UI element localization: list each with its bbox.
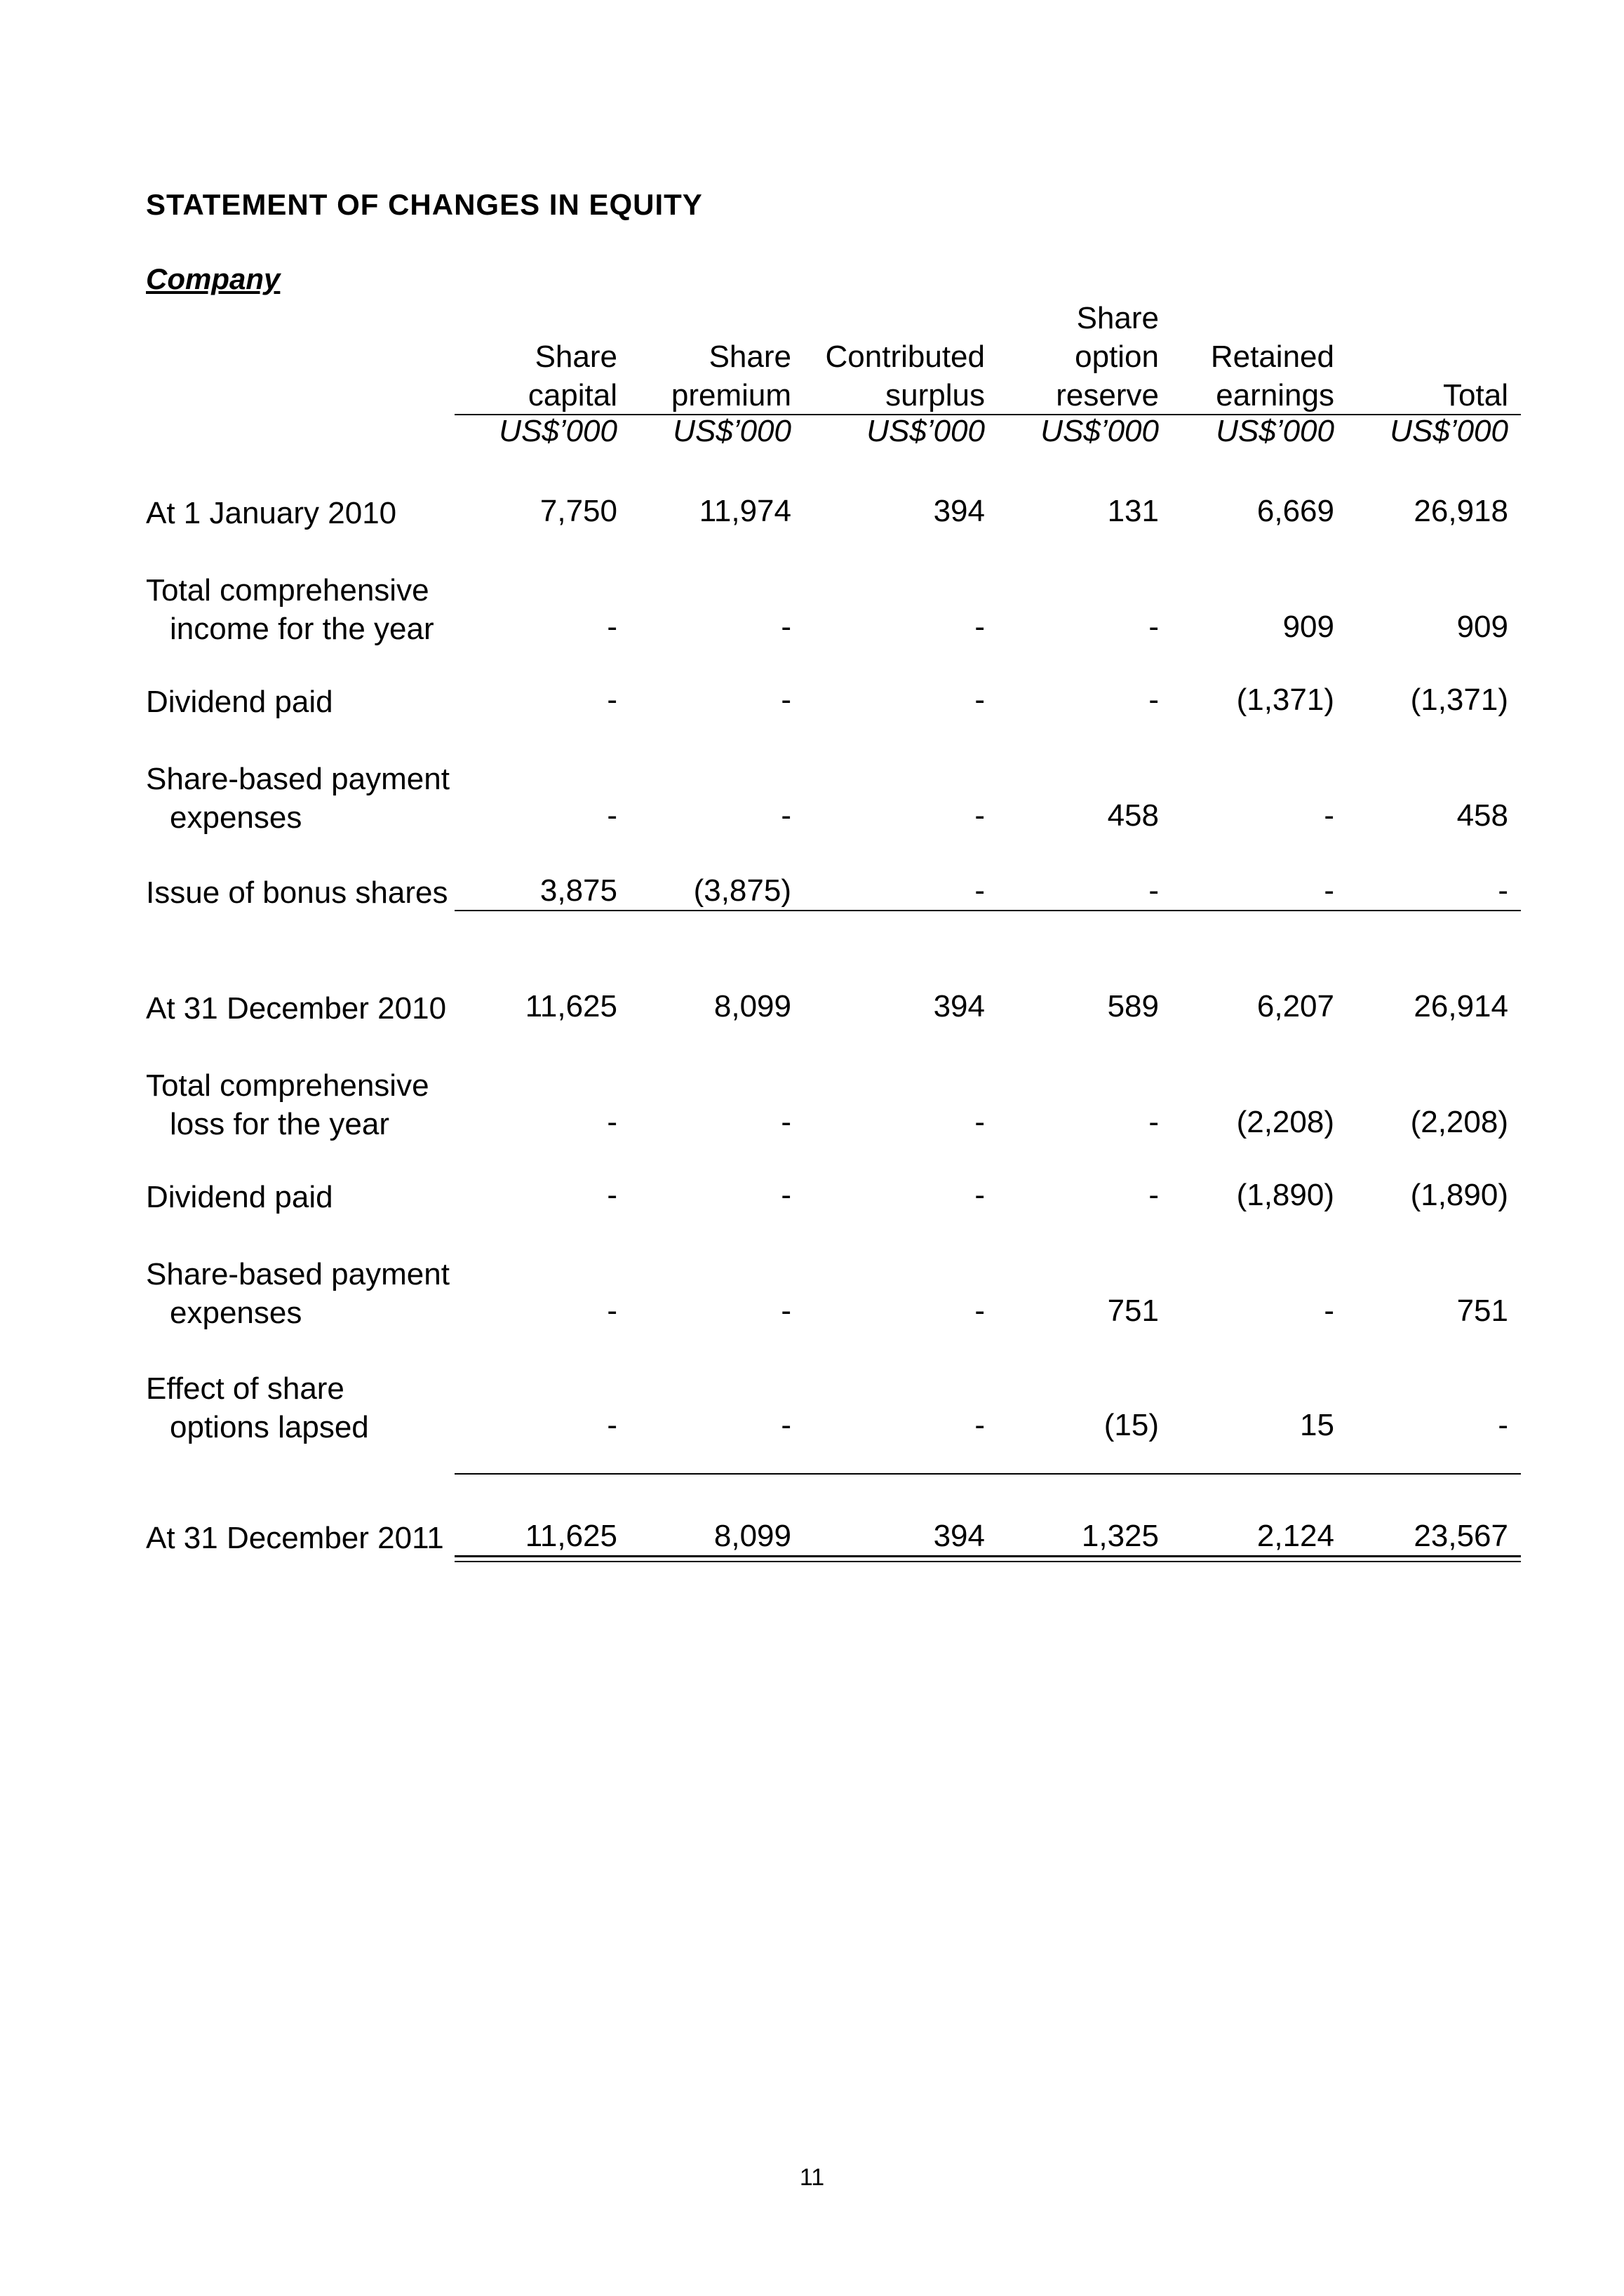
column-header (1152, 337, 1334, 415)
table-cell: 26,914 (1414, 989, 1508, 1023)
column-header-line: Share (535, 340, 617, 374)
table-cell: - (781, 1294, 791, 1328)
column-header-line: earnings (1216, 378, 1334, 412)
table-cell: - (1324, 873, 1334, 908)
table-cell: 131 (1107, 494, 1159, 528)
row-label-line: Share-based payment (146, 1257, 450, 1291)
row-label (146, 873, 448, 912)
row-label-line: Total comprehensive (146, 573, 429, 607)
table-cell: - (607, 1178, 617, 1212)
table-cell: - (1498, 1408, 1508, 1442)
table-cell: - (781, 683, 791, 717)
total-rule-bottom (455, 1561, 1521, 1562)
column-header-line: option (1075, 340, 1159, 374)
column-header-line: capital (528, 378, 617, 412)
table-cell: - (974, 798, 985, 833)
row-label-line: Effect of share (146, 1371, 344, 1406)
table-cell: (3,875) (693, 873, 791, 908)
table-cell: - (781, 610, 791, 644)
column-header-line: Total (1443, 378, 1508, 412)
table-cell: - (974, 1294, 985, 1328)
row-label-line: At 31 December 2010 (146, 991, 447, 1026)
total-rule-top (455, 1555, 1521, 1557)
table-cell: 8,099 (713, 1519, 791, 1553)
column-unit: US$’000 (499, 414, 617, 448)
table-cell: (1,890) (1410, 1178, 1508, 1212)
page-number: 11 (799, 2164, 825, 2191)
row-label-line: expenses (170, 800, 302, 835)
column-unit: US$’000 (1216, 414, 1334, 448)
pre-total-rule (455, 1473, 1521, 1475)
row-label-line: At 31 December 2011 (146, 1521, 444, 1555)
table-cell: - (974, 683, 985, 717)
table-cell: - (1498, 873, 1508, 908)
row-label (146, 989, 446, 1028)
table-cell: 6,669 (1256, 494, 1334, 528)
table-cell: 11,625 (525, 1519, 617, 1553)
table-cell: - (1148, 1178, 1159, 1212)
row-label-line: Total comprehensive (146, 1068, 429, 1103)
table-cell: (1,371) (1410, 683, 1508, 717)
column-header-line: Share (1076, 301, 1159, 335)
row-label (146, 760, 450, 837)
column-header (977, 299, 1159, 415)
row-label (146, 1066, 429, 1143)
table-cell: 2,124 (1256, 1519, 1334, 1553)
subtotal-rule (455, 910, 1521, 911)
row-label-line: Dividend paid (146, 685, 333, 719)
row-label (146, 683, 333, 721)
row-label-line: At 1 January 2010 (146, 496, 397, 530)
table-cell: - (1148, 683, 1159, 717)
row-label-line: expenses (170, 1296, 302, 1330)
column-header (435, 337, 617, 415)
column-unit: US$’000 (673, 414, 791, 448)
table-cell: - (607, 610, 617, 644)
row-label (146, 571, 434, 648)
table-cell: - (1148, 873, 1159, 908)
table-cell: 458 (1107, 798, 1159, 833)
column-unit: US$’000 (1390, 414, 1508, 448)
row-label-line: Dividend paid (146, 1180, 333, 1214)
table-cell: 6,207 (1256, 989, 1334, 1023)
table-cell: 26,918 (1414, 494, 1508, 528)
column-header (1326, 376, 1508, 415)
table-cell: - (1324, 1294, 1334, 1328)
table-cell: - (781, 798, 791, 833)
row-label-line: income for the year (170, 612, 434, 646)
table-cell: - (781, 1105, 791, 1139)
table-cell: 751 (1456, 1294, 1508, 1328)
column-header (803, 337, 985, 415)
table-cell: - (607, 1408, 617, 1442)
row-label-line: loss for the year (170, 1107, 390, 1141)
table-cell: - (1148, 1105, 1159, 1139)
row-label (146, 1369, 369, 1446)
table-cell: 3,875 (539, 873, 617, 908)
column-unit: US$’000 (866, 414, 985, 448)
row-label (146, 1519, 444, 1557)
table-cell: 458 (1456, 798, 1508, 833)
table-cell: (2,208) (1236, 1105, 1334, 1139)
table-cell: - (781, 1178, 791, 1212)
row-label-line: Issue of bonus shares (146, 875, 448, 910)
table-cell: - (974, 610, 985, 644)
table-cell: 15 (1300, 1408, 1334, 1442)
table-cell: 394 (933, 1519, 985, 1553)
table-cell: - (781, 1408, 791, 1442)
column-header-line: Share (709, 340, 791, 374)
row-label (146, 1255, 450, 1332)
table-cell: 23,567 (1414, 1519, 1508, 1553)
table-cell: 8,099 (713, 989, 791, 1023)
table-cell: 589 (1107, 989, 1159, 1023)
table-cell: 1,325 (1081, 1519, 1159, 1553)
table-cell: 909 (1456, 610, 1508, 644)
table-cell: - (974, 1408, 985, 1442)
column-header-line: premium (671, 378, 791, 412)
table-cell: - (607, 683, 617, 717)
column-header (609, 337, 791, 415)
page-title: STATEMENT OF CHANGES IN EQUITY (146, 188, 703, 221)
table-cell: - (607, 1294, 617, 1328)
row-label-line: Share-based payment (146, 762, 450, 796)
row-label (146, 494, 396, 532)
table-cell: - (607, 798, 617, 833)
table-cell: 751 (1107, 1294, 1159, 1328)
column-header-line: Contributed (825, 340, 985, 374)
table-cell: (1,890) (1236, 1178, 1334, 1212)
column-unit: US$’000 (1040, 414, 1159, 448)
table-cell: (1,371) (1236, 683, 1334, 717)
table-cell: - (1324, 798, 1334, 833)
table-cell: - (607, 1105, 617, 1139)
table-cell: - (974, 873, 985, 908)
table-cell: 7,750 (539, 494, 617, 528)
column-header-line: reserve (1056, 378, 1159, 412)
row-label-line: options lapsed (170, 1410, 369, 1444)
table-cell: - (974, 1178, 985, 1212)
table-cell: 394 (933, 989, 985, 1023)
header-rule (455, 414, 1521, 415)
column-header-line: surplus (885, 378, 985, 412)
table-cell: (2,208) (1410, 1105, 1508, 1139)
table-cell: 11,974 (699, 494, 791, 528)
table-cell: 909 (1282, 610, 1334, 644)
table-cell: 11,625 (525, 989, 617, 1023)
table-cell: - (1148, 610, 1159, 644)
table-cell: 394 (933, 494, 985, 528)
row-label (146, 1178, 333, 1216)
column-header-line: Retained (1210, 340, 1334, 374)
section-subtitle: Company (146, 262, 281, 295)
table-cell: (15) (1103, 1408, 1159, 1442)
table-cell: - (974, 1105, 985, 1139)
